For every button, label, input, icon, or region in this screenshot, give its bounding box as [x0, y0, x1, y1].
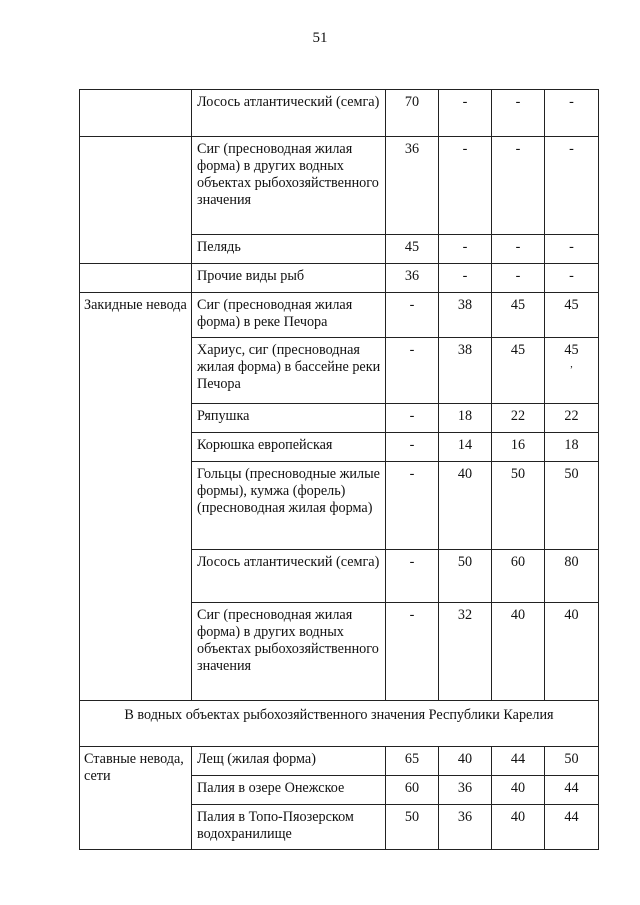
value-cell: 36 — [439, 805, 492, 850]
value-cell: 44 — [545, 805, 599, 850]
value-cell: 18 — [439, 404, 492, 433]
value-cell: - — [545, 235, 599, 264]
value-text: 45 — [564, 342, 579, 358]
species-cell: Лосось атлантический (семга) — [192, 90, 386, 137]
value-cell: 38 — [439, 338, 492, 404]
section-row — [80, 701, 599, 747]
value-cell: 40 — [492, 805, 545, 850]
value-cell: - — [545, 137, 599, 235]
value-cell: - — [492, 90, 545, 137]
value-cell: 65 — [386, 747, 439, 776]
value-cell: 40 — [492, 776, 545, 805]
table-row — [80, 747, 599, 776]
species-cell: Палия в озере Онежское — [192, 776, 386, 805]
value-cell: 14 — [439, 433, 492, 462]
value-cell: - — [545, 90, 599, 137]
species-cell: Лосось атлантический (семга) — [192, 550, 386, 603]
value-cell: 45 — [492, 293, 545, 338]
catch-limits-table — [79, 89, 599, 850]
species-cell: Сиг (пресноводная жилая форма) в других водных объектах рыбохозяйственного значения — [192, 137, 386, 235]
species-cell: Гольцы (пресноводные жилые формы), кумжа (форель) (пресноводная жилая форма) — [192, 462, 386, 550]
value-cell: 22 — [492, 404, 545, 433]
table-row — [80, 137, 599, 235]
value-cell: 45 — [386, 235, 439, 264]
value-cell: 44 — [545, 776, 599, 805]
value-cell: 60 — [492, 550, 545, 603]
value-cell: 40 — [545, 603, 599, 701]
species-cell: Палия в Топо-Пяозерском водохранилище — [192, 805, 386, 850]
species-cell: Хариус, сиг (пресноводная жилая форма) в бассейне реки Печора — [192, 338, 386, 404]
value-cell: - — [386, 462, 439, 550]
value-cell: - — [386, 433, 439, 462]
value-cell: 40 — [492, 603, 545, 701]
value-cell: 38 — [439, 293, 492, 338]
gear-cell — [80, 137, 192, 264]
value-cell: 80 — [545, 550, 599, 603]
species-cell: Ряпушка — [192, 404, 386, 433]
value-cell: 36 — [386, 137, 439, 235]
value-cell: - — [386, 603, 439, 701]
species-cell: Пелядь — [192, 235, 386, 264]
gear-cell — [80, 90, 192, 137]
gear-cell: Закидные невода — [80, 293, 192, 701]
value-cell: - — [386, 338, 439, 404]
value-cell: 70 — [386, 90, 439, 137]
gear-cell: Ставные невода, сети — [80, 747, 192, 850]
value-cell: 40 — [439, 747, 492, 776]
page-number: 51 — [312, 30, 328, 46]
value-cell: - — [439, 264, 492, 293]
value-cell: 50 — [439, 550, 492, 603]
value-cell: 36 — [439, 776, 492, 805]
table-row — [80, 264, 599, 293]
species-cell: Сиг (пресноводная жилая форма) в реке Печора — [192, 293, 386, 338]
species-cell: Лещ (жилая форма) — [192, 747, 386, 776]
value-cell: - — [439, 137, 492, 235]
value-cell: 32 — [439, 603, 492, 701]
value-cell: 45 — [492, 338, 545, 404]
table-row — [80, 90, 599, 137]
value-cell: 40 — [439, 462, 492, 550]
value-cell: 36 — [386, 264, 439, 293]
species-cell: Прочие виды рыб — [192, 264, 386, 293]
value-cell: - — [439, 235, 492, 264]
value-cell: 50 — [386, 805, 439, 850]
value-cell: 44 — [492, 747, 545, 776]
value-cell: 45 — [545, 293, 599, 338]
value-cell: - — [492, 137, 545, 235]
value-cell: - — [439, 90, 492, 137]
value-cell: - — [545, 264, 599, 293]
value-cell: 16 — [492, 433, 545, 462]
value-cell: 18 — [545, 433, 599, 462]
value-cell: 50 — [492, 462, 545, 550]
species-cell: Корюшка европейская — [192, 433, 386, 462]
gear-cell — [80, 264, 192, 293]
species-cell: Сиг (пресноводная жилая форма) в других водных объектах рыбохозяйственного значения — [192, 603, 386, 701]
section-heading: В водных объектах рыбохозяйственного значения Республики Карелия — [80, 701, 599, 747]
value-cell: 60 — [386, 776, 439, 805]
value-cell: - — [492, 264, 545, 293]
value-cell: - — [386, 293, 439, 338]
value-cell: 50 — [545, 462, 599, 550]
value-cell: 22 — [545, 404, 599, 433]
value-cell: - — [492, 235, 545, 264]
ink-mark: , — [570, 359, 573, 370]
table-row — [80, 293, 599, 338]
value-cell-marked — [545, 338, 599, 404]
value-cell: 50 — [545, 747, 599, 776]
value-cell: - — [386, 550, 439, 603]
value-cell: - — [386, 404, 439, 433]
